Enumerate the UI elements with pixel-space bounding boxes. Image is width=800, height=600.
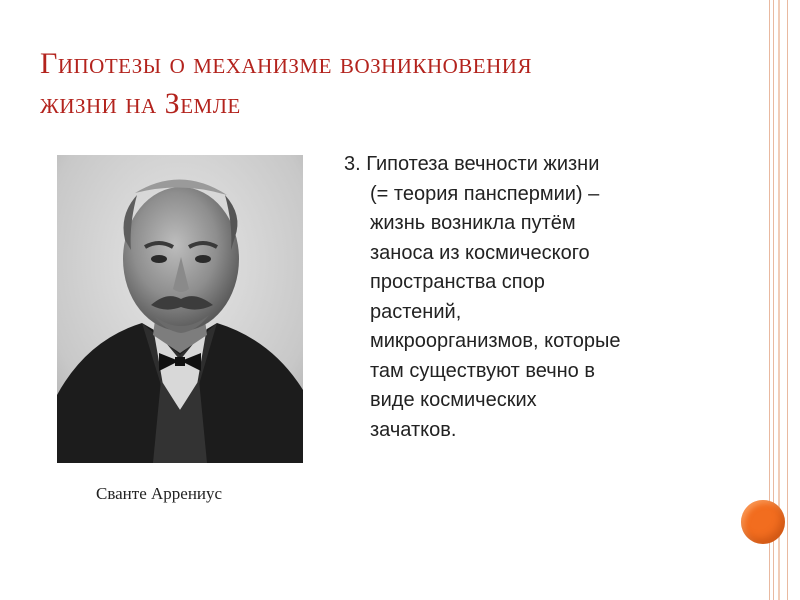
border-rule bbox=[787, 0, 788, 600]
hypothesis-line: (= теория панспермии) – bbox=[370, 182, 600, 205]
hypothesis-line: виде космических bbox=[370, 389, 537, 411]
hypothesis-line: микроорганизмов, которые bbox=[370, 330, 621, 352]
title-line-1: Гипотезы о механизме возникновения bbox=[40, 47, 532, 80]
accent-dot bbox=[741, 500, 785, 544]
portrait-photo bbox=[57, 155, 303, 463]
hypothesis-line: заноса из космического bbox=[370, 241, 590, 264]
hypothesis-line: 3. Гипотеза вечности жизни bbox=[344, 153, 600, 175]
hypothesis-line: там существуют вечно в bbox=[370, 359, 595, 382]
hypothesis-line: пространства спор bbox=[370, 271, 545, 293]
hypothesis-line: зачатков. bbox=[370, 418, 457, 441]
hypothesis-line: растений, bbox=[370, 300, 462, 323]
hypothesis-line: жизнь возникла путём bbox=[370, 212, 576, 234]
photo-caption: Сванте Аррениус bbox=[96, 484, 223, 503]
portrait-image bbox=[57, 155, 303, 463]
hypothesis-text bbox=[344, 150, 704, 445]
title-line-2: жизни на Земле bbox=[40, 87, 241, 120]
slide-title bbox=[40, 44, 680, 124]
